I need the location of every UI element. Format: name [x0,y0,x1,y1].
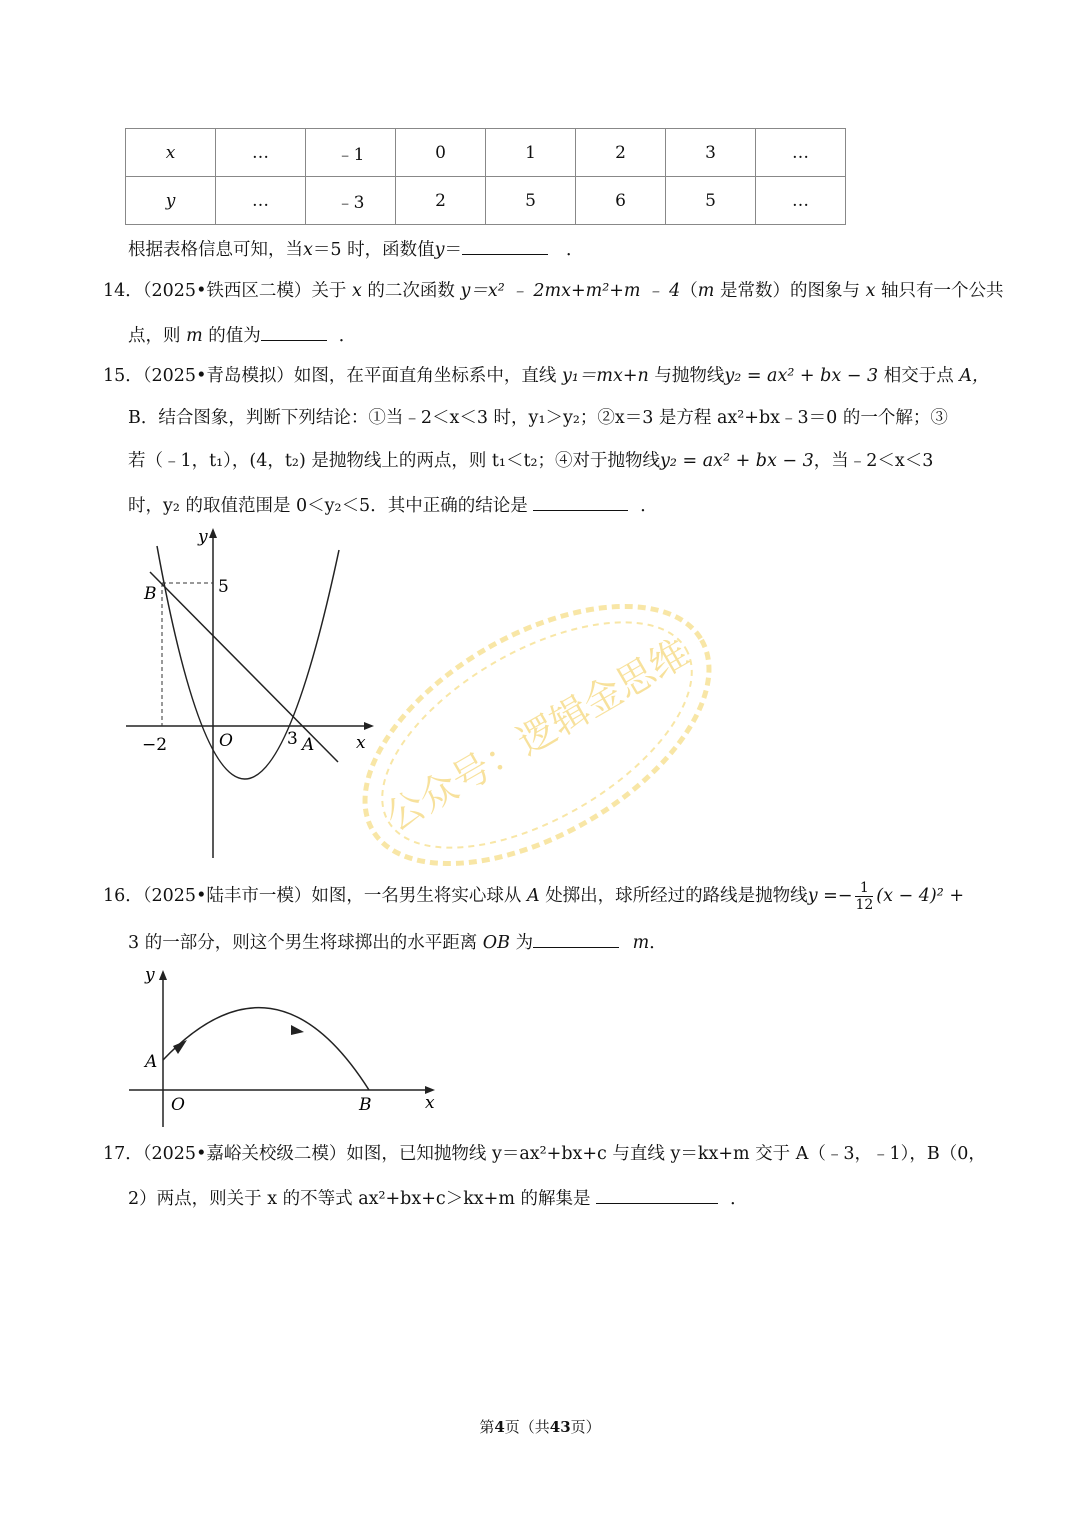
ball-trajectory [163,1008,369,1090]
point-a-label: A [302,735,315,755]
table-header-y: y [126,177,216,225]
question-15-line3: 若（﹣1，t₁），(4，t₂) 是抛物线上的两点，则 t₁＜t₂；④对于抛物线y₂ = ax² + bx − 3，当﹣2＜x＜3 [128,451,934,471]
table-row-y [126,177,846,225]
answer-blank[interactable] [533,929,619,948]
table-cell: 5 [666,177,756,225]
page-number: 4 [494,1418,505,1436]
x-axis-label: x [425,1093,435,1113]
answer-blank[interactable] [261,322,327,341]
trajectory-arrow-icon [291,1025,304,1035]
point-b-label: B [144,584,157,604]
table-cell: ﹣1 [306,129,396,177]
x-axis-label: x [356,733,366,753]
table-cell: ﹣3 [306,177,396,225]
question-number: 17． [103,1144,143,1164]
question-number: 14． [103,281,143,301]
answer-blank[interactable] [462,236,548,255]
table-cell: 1 [486,129,576,177]
label-three: 3 [287,729,298,749]
q13-answer-line: 根据表格信息可知，当x＝5 时，函数值y＝ ． [128,236,583,262]
page-total: 43 [549,1418,571,1436]
y-axis-label: y [145,965,155,985]
table-cell: 2 [396,177,486,225]
origin-label: O [171,1095,185,1115]
fraction: $\frac{1}{12}$ [855,880,874,913]
table-cell: 6 [576,177,666,225]
table-row-x [126,129,846,177]
question-number: 15． [103,366,143,386]
question-14-line2: 点，则 m 的值为 ． [128,322,356,348]
answer-blank[interactable] [533,492,628,511]
question-source: （2025•青岛模拟） [142,366,294,386]
question-source: （2025•铁西区二模） [142,281,312,301]
question-17-line1: 17．（2025•嘉峪关校级二模）如图，已知抛物线 y＝ax²+bx+c 与直线 y＝kx+m 交于 A（﹣3，﹣1），B（0， [103,1144,986,1164]
table-cell: 5 [486,177,576,225]
answer-blank[interactable] [596,1185,718,1204]
table-cell: 0 [396,129,486,177]
point-a-label: A [145,1052,158,1072]
question-source: （2025•陆丰市一模） [142,886,312,906]
trajectory-arrow-icon [173,1040,187,1054]
watermark-text: 公众号：逻辑金思维 [377,630,697,840]
y-axis-label: y [198,527,208,547]
label-five: 5 [218,577,229,597]
label-minus-two: −2 [142,735,168,755]
table-header-x: x [126,129,216,177]
point-b-label: B [359,1095,372,1115]
watermark-seal [340,590,740,880]
question-number: 16． [103,886,143,906]
question-17-line2: 2）两点，则关于 x 的不等式 ax²+bx+c＞kx+m 的解集是 ． [128,1185,748,1211]
function-expression: y＝x² ﹣ 2mx+m²+m ﹣ 4 [460,281,681,301]
page-footer: 第4页（共43页） [479,1418,601,1436]
question-16-line2: 3 的一部分，则这个男生将球掷出的水平距离 OB 为 m． [128,929,667,955]
table-cell: … [216,177,306,225]
y-axis-arrow-icon [159,970,167,980]
q16-graph [125,962,445,1132]
value-table [125,128,846,225]
table-cell: … [216,129,306,177]
question-16-line1: 16．（2025•陆丰市一模）如图，一名男生将实心球从 A 处掷出，球所经过的路线是抛物线y =− $\frac{1}{12}$ (x − 4)² + [103,880,964,913]
table-cell: 2 [576,129,666,177]
question-14-line1: 14．（2025•铁西区二模）关于 x 的二次函数 y＝x² ﹣ 2mx+m²+m ﹣ 4（m 是常数）的图象与 x 轴只有一个公共 [103,281,1004,301]
table-cell: … [756,129,846,177]
table-cell: … [756,177,846,225]
table-cell: 3 [666,129,756,177]
question-source: （2025•嘉峪关校级二模） [142,1144,347,1164]
question-15-line2: B．结合图象，判断下列结论：①当﹣2＜x＜3 时，y₁＞y₂；②x＝3 是方程 ax²+bx﹣3＝0 的一个解；③ [128,408,948,428]
question-15-line1: 15．（2025•青岛模拟）如图，在平面直角坐标系中，直线 y₁＝mx+n 与抛物线y₂ = ax² + bx − 3 相交于点 A， [103,366,990,386]
origin-label: O [219,731,233,751]
question-15-line4: 时，y₂ 的取值范围是 0＜y₂＜5．其中正确的结论是 ． [128,492,658,518]
